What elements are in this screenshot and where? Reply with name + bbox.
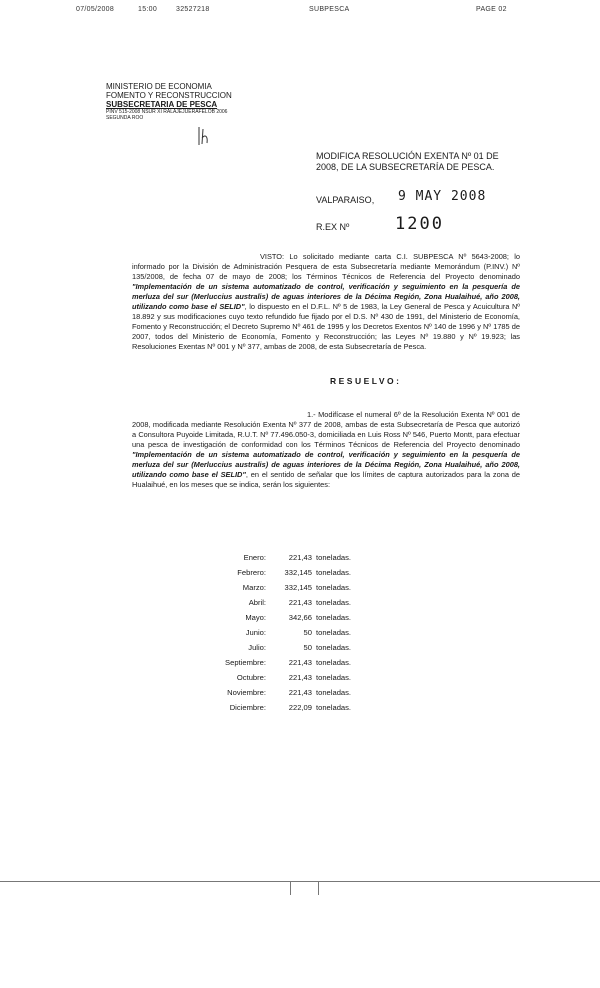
ministry-header (106, 82, 232, 121)
month-label: Marzo: (242, 583, 266, 592)
tonnage-value: 221,43 (288, 688, 312, 697)
ministry-reference: SEGUNDA ROO (106, 115, 144, 121)
table-row (208, 610, 376, 625)
fax-sender: SUBPESCA (309, 6, 350, 13)
table-row (208, 565, 376, 580)
month-label: Noviembre: (227, 688, 266, 697)
table-row (208, 595, 376, 610)
catch-limits-table (208, 550, 376, 715)
month-label: Septiembre: (225, 658, 266, 667)
rex-number: 1200 (395, 214, 444, 234)
visto-paragraph: VISTO: Lo solicitado mediante carta C.I. SUBPESCA Nº 5643-2008; lo informado por la División de Administración Pesquera de esta Subsecretaría mediante Memorándum (P.INV.) Nº 135/2008, de fecha 07 de mayo de 2008; los Términos Técnicos de Referencia del Proyecto denominado "Implementación de un sistema automatizado de control, verificación y seguimiento en la pesquería de merluza del sur (Merluccius australis) de aguas interiores de la Décima Región, Zona Hualaihué, año 2008, utilizando como base el SELID", lo dispuesto en el D.F.L. Nº 5 de 1983, la Ley General de Pesca y Acuicultura Nº 18.892 y sus modificaciones cuyo texto refundido fue fijado por el D.S. Nº 430 de 1991, del Ministerio de Economía, Fomento y Reconstrucción; el Decreto Supremo Nº 461 de 1995 y los Decretos Exentos Nº 140 de 1996 y Nº 1785 de 2007, todos del Ministerio de Economía, Fomento y Reconstrucción; las Leyes Nº 19.880 y Nº 19.923; las Resoluciones Exentas Nº 001 y Nº 377, ambas de 2008, de esta Subsecretaría de Pesca. (132, 252, 521, 351)
tonnage-value: 332,145 (284, 568, 312, 577)
table-row (208, 625, 376, 640)
fax-time: 15:00 (138, 6, 158, 13)
unit-label: toneladas. (316, 583, 352, 592)
ministry-line: FOMENTO Y RECONSTRUCCION (106, 91, 232, 100)
tonnage-value: 221,43 (288, 598, 312, 607)
initials-mark (196, 126, 210, 146)
unit-label: toneladas. (316, 598, 352, 607)
table-row (208, 550, 376, 565)
unit-label: toneladas. (316, 688, 352, 697)
tonnage-value: 50 (303, 643, 312, 652)
tonnage-value: 221,43 (288, 658, 312, 667)
tonnage-value: 221,43 (288, 673, 312, 682)
tonnage-value: 332,145 (284, 583, 312, 592)
fax-date: 07/05/2008 (76, 6, 115, 13)
table-row (208, 580, 376, 595)
ministry-line: MINISTERIO DE ECONOMIA (106, 82, 212, 91)
month-label: Diciembre: (229, 703, 266, 712)
unit-label: toneladas. (316, 658, 352, 667)
month-label: Julio: (248, 643, 266, 652)
page-cut-line (0, 881, 600, 882)
resuelvo-heading: RESUELVO: (330, 376, 402, 386)
unit-label: toneladas. (316, 703, 352, 712)
tonnage-value: 222,09 (288, 703, 312, 712)
subsecretaria-name: SUBSECRETARIA DE PESCA (106, 100, 218, 109)
month-label: Febrero: (237, 568, 266, 577)
month-label: Mayo: (245, 613, 266, 622)
unit-label: toneladas. (316, 613, 352, 622)
unit-label: toneladas. (316, 553, 352, 562)
fax-number: 32527218 (176, 6, 210, 13)
unit-label: toneladas. (316, 643, 352, 652)
date-stamp: 9 MAY 2008 (398, 189, 487, 204)
unit-label: toneladas. (316, 673, 352, 682)
month-label: Abril: (248, 598, 266, 607)
page-cut-tick (290, 881, 291, 895)
place-label: VALPARAISO, (316, 195, 375, 205)
point-1-paragraph: 1.- Modifícase el numeral 6º de la Resolución Exenta Nº 001 de 2008, modificada mediante Resolución Exenta Nº 377 de 2008, ambas de esta Subsecretaría de Pesca que autorizó a Consultora Puyoide Limitada, R.U.T. Nº 77.496.050-3, domiciliada en Luis Ross Nº 546, Puerto Montt, para efectuar una pesca de investigación de conformidad con los Términos Técnicos de Referencia del Proyecto denominado "Implementación de un sistema automatizado de control, verificación y seguimiento en la pesquería de merluza del sur (Merluccius australis) de aguas interiores de la Décima Región, Zona Hualaihué, año 2008, utilizando como base el SELID", en el sentido de señalar que los límites de captura autorizados para la zona de Hualaihué, en los meses que se indica, serán los siguientes: (132, 410, 521, 489)
unit-label: toneladas. (316, 628, 352, 637)
tonnage-value: 221,43 (288, 553, 312, 562)
fax-page: PAGE 02 (476, 6, 507, 13)
table-row (208, 655, 376, 670)
resolution-title: MODIFICA RESOLUCIÓN EXENTA Nº 01 DE 2008, DE LA SUBSECRETARÍA DE PESCA. (316, 151, 499, 172)
month-label: Junio: (245, 628, 266, 637)
month-label: Octubre: (236, 673, 266, 682)
table-row (208, 640, 376, 655)
month-label: Enero: (243, 553, 266, 562)
table-row (208, 685, 376, 700)
page-cut-tick (318, 881, 319, 895)
table-row (208, 700, 376, 715)
ministry-reference: PINV 515-2008 NSUR XI RALAJEJUERAFELOB 2006 (106, 109, 228, 115)
tonnage-value: 50 (303, 628, 312, 637)
rex-label: R.EX Nº (316, 222, 350, 232)
unit-label: toneladas. (316, 568, 352, 577)
tonnage-value: 342,66 (288, 613, 312, 622)
table-row (208, 670, 376, 685)
